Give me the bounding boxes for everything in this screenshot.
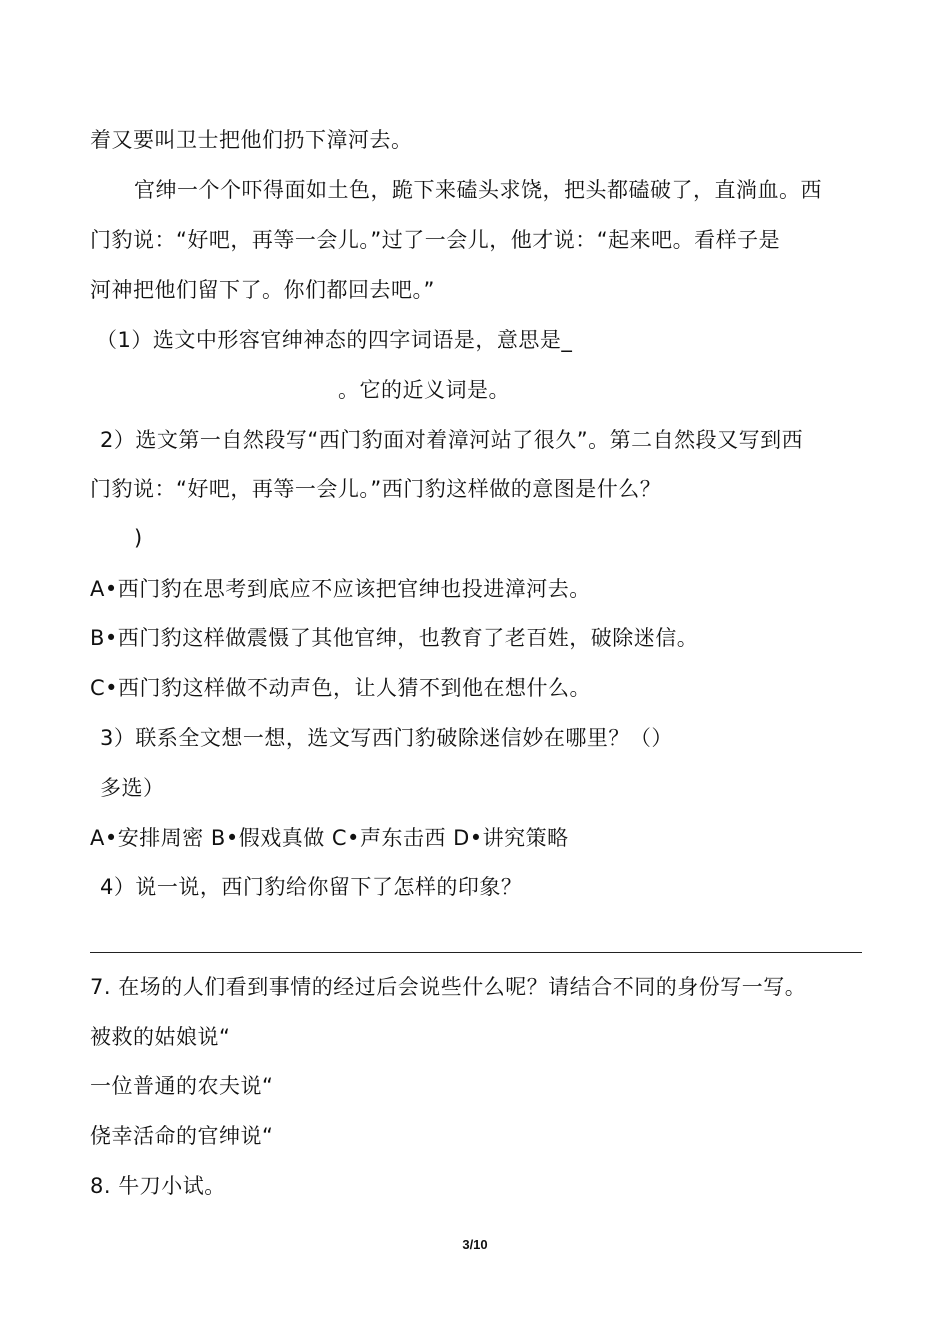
question-2-option-b: B•西门豹这样做震慑了其他官绅，也教育了老百姓，破除迷信。 bbox=[90, 626, 699, 650]
question-3-line-2: 多选） bbox=[100, 776, 165, 800]
page-number: 3/10 bbox=[462, 1237, 488, 1252]
question-3-options: A•安排周密 B•假戏真做 C•声东击西 D•讲究策略 bbox=[90, 826, 569, 850]
passage-line-1: 着又要叫卫士把他们扔下漳河去。 bbox=[90, 128, 413, 152]
question-2-option-c: C•西门豹这样做不动声色，让人猜不到他在想什么。 bbox=[90, 676, 592, 700]
question-2-option-a: A•西门豹在思考到底应不应该把官绅也投进漳河去。 bbox=[90, 577, 591, 601]
passage-line-3: 门豹说：“好吧，再等一会儿。”过了一会儿，他才说：“起来吧。看样子是 bbox=[90, 228, 781, 252]
question-7-official: 侥幸活命的官绅说“ bbox=[90, 1124, 274, 1148]
question-7-girl: 被救的姑娘说“ bbox=[90, 1025, 231, 1049]
question-7-farmer: 一位普通的农夫说“ bbox=[90, 1074, 274, 1098]
question-8-prompt: 8. 牛刀小试。 bbox=[90, 1174, 226, 1198]
question-2-line-3: ) bbox=[134, 526, 143, 550]
question-2-line-1: 2）选文第一自然段写“西门豹面对着漳河站了很久”。第二自然段又写到西 bbox=[100, 428, 804, 452]
question-3-line-1: 3）联系全文想一想，选文写西门豹破除迷信妙在哪里？（） bbox=[100, 726, 673, 750]
question-1-line-2: 。它的近义词是。 bbox=[338, 378, 510, 402]
passage-line-4: 河神把他们留下了。你们都回去吧。” bbox=[90, 278, 435, 302]
passage-line-2: 官绅一个个吓得面如土色，跪下来磕头求饶，把头都磕破了，直淌血。西 bbox=[134, 178, 822, 202]
question-1-line-1: （1）选文中形容官绅神态的四字词语是，意思是_ bbox=[96, 328, 573, 352]
question-7-prompt: 7. 在场的人们看到事情的经过后会说些什么呢？请结合不同的身份写一写。 bbox=[90, 975, 807, 999]
answer-rule bbox=[90, 952, 862, 953]
question-2-line-2: 门豹说：“好吧，再等一会儿。”西门豹这样做的意图是什么？ bbox=[90, 477, 662, 501]
question-4-line-1: 4）说一说，西门豹给你留下了怎样的印象？ bbox=[100, 875, 523, 899]
